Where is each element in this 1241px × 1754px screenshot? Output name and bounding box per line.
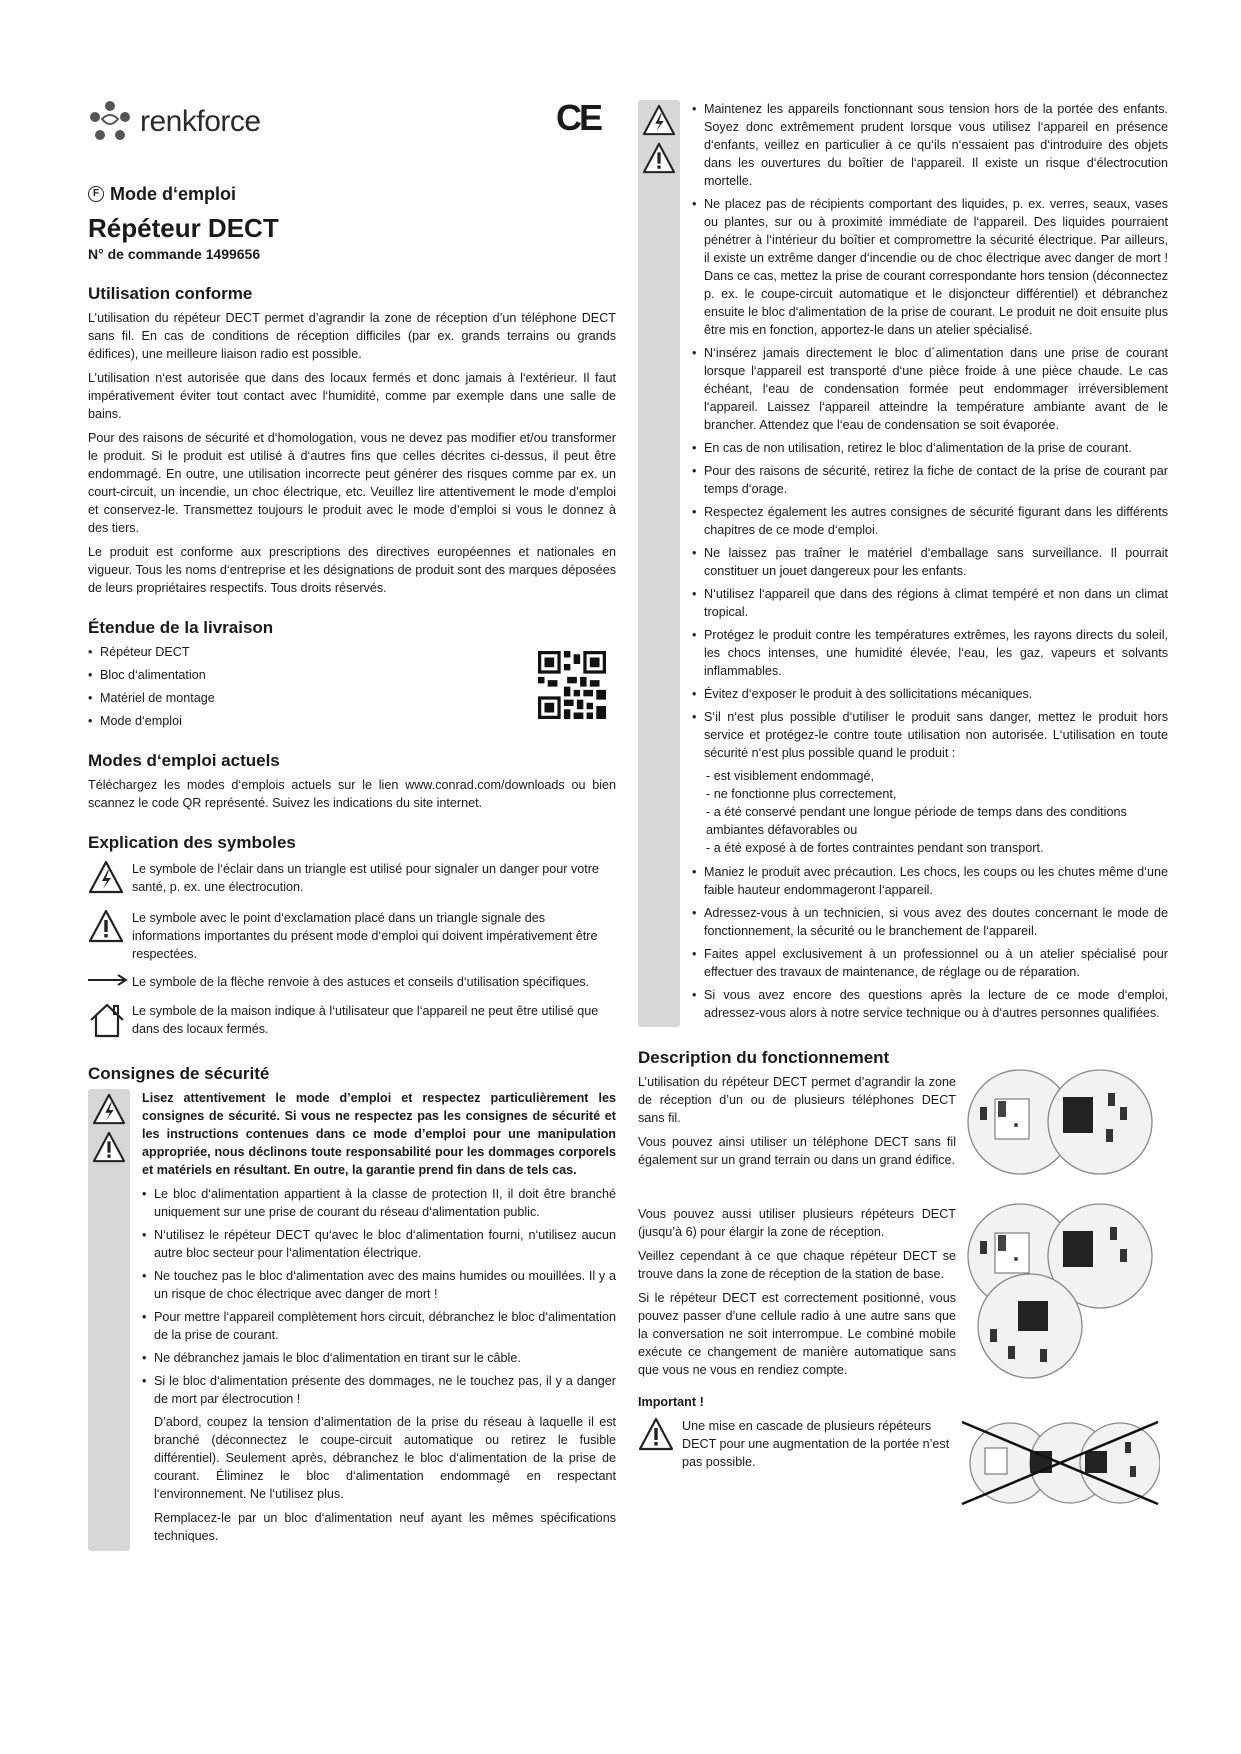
- symbol-row: [88, 973, 616, 992]
- list-item: • Ne touchez pas le bloc d‘alimentation avec des mains humides ou mouillées. Il y a un risque de choc électrique avec danger de mort !: [142, 1267, 616, 1303]
- safety-list-right: [692, 100, 1168, 762]
- description-paragraph: L’utilisation du répéteur DECT permet d’agrandir la zone de réception d’un ou de plusieurs téléphones DECT sans fil.: [638, 1075, 956, 1125]
- qr-code-icon[interactable]: [538, 651, 606, 719]
- safety-continuation: Remplacez-le par un bloc d‘alimentation neuf ayant les mêmes spécifications techniques.: [154, 1511, 616, 1543]
- right-column: [638, 100, 1168, 1481]
- usage-paragraph: Pour des raisons de sécurité et d‘homologation, vous ne devez pas modifier et/ou transformer le produit. Si le produit est utilisé à d‘autres fins que celles décrites ci-dessus, il peut être endommagé. En outre, une utilisation incorrecte peut générer des risques comme par ex. un court-circuit, un incendie, un choc électrique, etc. Veuillez lire attentivement le mode d’emploi et conservez-le. Transmettez toujours le produit avec le mode d’emploi si vous le donnez à des tiers.: [88, 431, 616, 535]
- list-item: • Évitez d‘exposer le produit à des sollicitations mécaniques.: [692, 685, 1168, 703]
- condition-item: - est visiblement endommagé,: [706, 769, 874, 783]
- condition-item: - a été exposé à de fortes contraintes pendant son transport.: [706, 841, 1044, 855]
- important-label: Important !: [638, 1395, 704, 1409]
- safety-intro: Lisez attentivement le mode d’emploi et respectez particulièrement les consignes de sécurité. Si vous ne respectez pas les consignes de sécurité et les instructions contenues dans ce mode d’emploi pour une manipulation appropriée, nous déclinons toute responsabilité pour les dommages corporels et matériels en résultant. En outre, la garantie prend fin dans de tels cas.: [142, 1091, 616, 1177]
- ce-mark: CE: [556, 97, 601, 138]
- symbol-text: Le symbole de la maison indique à l‘utilisateur que l‘appareil ne peut être utilisé que dans des locaux fermés.: [132, 1004, 599, 1036]
- manuals-text: Téléchargez les modes d‘emplois actuels sur le lien www.conrad.com/downloads ou bien scannez le code QR représenté. Suivez les indications du site internet.: [88, 778, 616, 810]
- list-item: • N‘insérez jamais directement le bloc d´alimentation dans une prise de courant lorsque l‘appareil est transporté d‘une pièce froide à une pièce chaude. Le cas échéant, l‘eau de condensation formée peut endommager irréversiblement l‘appareil. Laissez l‘appareil atteindre la température ambiante avant de le brancher. Attendez que l‘eau de condensation se soit évaporée.: [692, 344, 1168, 434]
- list-item: • N‘utilisez l‘appareil que dans des régions à climat tempéré et non dans un climat tropical.: [692, 585, 1168, 621]
- damage-conditions: [706, 767, 1168, 857]
- page-title: Répéteur DECT: [88, 213, 279, 243]
- symbol-text: Le symbole de l‘éclair dans un triangle est utilisé pour signaler un danger pour votre santé, p. ex. une électrocution.: [132, 862, 599, 894]
- single-repeater-diagram: [960, 1067, 1160, 1177]
- list-item: • Le bloc d‘alimentation appartient à la classe de protection II, il doit être branché uniquement sur une prise de courant du réseau d‘alimentation public.: [142, 1185, 616, 1221]
- list-item: • Matériel de montage: [88, 689, 616, 707]
- safety-continuation: D’abord, coupez la tension d’alimentation de la prise du réseau à laquelle il est branché (déconnectez le coupe-circuit automatique ou retirez le fusible différentiel). Seulement après, débranchez le bloc d‘alimentation de la prise de courant. Éliminez le bloc d‘alimentation endommagé en respectant l‘environnement. Ne l‘utilisez plus.: [154, 1415, 616, 1501]
- list-item: • S‘il n‘est plus possible d‘utiliser le produit sans danger, mettez le produit hors service et protégez-le contre toute utilisation non autorisée. L‘utilisation en toute sécurité n‘est plus possible quand le produit :: [692, 708, 1168, 762]
- description-text: [638, 1073, 956, 1471]
- list-item: • Ne laissez pas traîner le matériel d‘emballage sans surveillance. Il pourrait constituer un jouet dangereux pour les enfants.: [692, 544, 1168, 580]
- manuals-heading: Modes d‘emploi actuels: [88, 751, 280, 770]
- symbol-row: [88, 1002, 616, 1043]
- list-item: • Ne débranchez jamais le bloc d‘alimentation en tirant sur le câble.: [142, 1349, 616, 1367]
- left-column: [88, 95, 616, 1551]
- usage-paragraph: L’utilisation n‘est autorisée que dans des locaux fermés et donc jamais à l‘extérieur. Il faut impérativement éviter tout contact avec l‘humidité, comme par exemple dans une salle de bains.: [88, 371, 616, 421]
- safety-block-left: [88, 1089, 616, 1551]
- lightning-warning-icon: [642, 104, 676, 136]
- arrow-right-icon: [88, 973, 128, 987]
- description-paragraph: Si le répéteur DECT est correctement positionné, vous pouvez passer d’une cellule radio à une autre sans que la conversation ne soit interrompue. Le combiné mobile exécute ce changement de manière automatique sans que vous ne vous en rendiez compte.: [638, 1291, 956, 1377]
- exclamation-warning-icon: [88, 909, 124, 943]
- brand-logo: [88, 95, 616, 149]
- list-item: • Si vous avez encore des questions après la lecture de ce mode d‘emploi, adressez-vous alors à notre service technique ou à d‘autres personnes qualifiées.: [692, 986, 1168, 1022]
- symbol-row: [88, 909, 616, 963]
- usage-paragraph: L’utilisation du répéteur DECT permet d’agrandir la zone de réception d’un téléphone DECT sans fil. En cas de conditions de réception difficiles (par ex. grands terrains ou grands édifices), une meilleure liaison radio est possible.: [88, 311, 616, 361]
- description-paragraph: Vous pouvez aussi utiliser plusieurs répéteurs DECT (jusqu’à 6) pour élargir la zone de réception.: [638, 1207, 956, 1239]
- renkforce-logo-icon: [88, 99, 132, 145]
- mode-line: [88, 185, 616, 203]
- description-section: [638, 1073, 1168, 1471]
- symbols-heading: Explication des symboles: [88, 833, 296, 852]
- list-item: • Mode d‘emploi: [88, 712, 616, 730]
- list-item: • Ne placez pas de récipients comportant des liquides, p. ex. verres, seaux, vases ou plantes, sur ou à proximité immédiate de l‘appareil. Des liquides pourraient pénétrer à l‘intérieur du boîtier et compromettre la sécurité électrique. Par ailleurs, il existe un extrême danger d‘incendie ou de choc électrique avec danger de mort ! Dans ce cas, mettez la prise de courant correspondante hors tension (déconnectez p. ex. le coupe-circuit automatique et le disjoncteur différentiel) et débranchez ensuite le bloc d‘alimentation de la prise de courant. Le produit ne doit ensuite plus être mis en fonction, apportez-le dans un atelier spécialisé.: [692, 195, 1168, 339]
- important-note: [638, 1417, 956, 1471]
- symbol-text: Le symbole avec le point d‘exclamation placé dans un triangle signale des informations importantes du présent mode d‘emploi qui doivent impérativement être respectées.: [132, 911, 598, 961]
- safety-content: [130, 1089, 616, 1551]
- list-item: • Protégez le produit contre les températures extrêmes, les rayons directs du soleil, les chocs intenses, une humidité élevée, l‘eau, les gaz, vapeurs et solvants inflammables.: [692, 626, 1168, 680]
- exclamation-warning-icon: [92, 1131, 126, 1163]
- exclamation-warning-icon: [638, 1417, 674, 1451]
- usage-paragraph: Le produit est conforme aux prescriptions des directives européennes et nationales en vigueur. Tous les noms d‘entreprise et les désignations de produit sont des marques déposées de leurs propriétaires respectifs. Tous droits réservés.: [88, 545, 616, 595]
- cascade-not-possible-diagram: [960, 1418, 1160, 1508]
- list-item: • Faites appel exclusivement à un professionnel ou à un atelier spécialisé pour effectuer des travaux de maintenance, de réglage ou de réparation.: [692, 945, 1168, 981]
- list-item: • Répéteur DECT: [88, 643, 616, 661]
- safety-heading: Consignes de sécurité: [88, 1064, 270, 1083]
- order-number: N° de commande 1499656: [88, 246, 261, 262]
- lightning-warning-icon: [92, 1093, 126, 1125]
- mode-label: Mode d‘emploi: [110, 184, 236, 204]
- list-item: • Pour mettre l‘appareil complètement hors circuit, débranchez le bloc d‘alimentation de la prise de courant.: [142, 1308, 616, 1344]
- description-heading: Description du fonctionnement: [638, 1048, 890, 1067]
- list-item: • Bloc d‘alimentation: [88, 666, 616, 684]
- brand-name: renkforce: [140, 105, 261, 138]
- list-item: • Si le bloc d‘alimentation présente des dommages, ne le touchez pas, il y a danger de mort par électrocution !: [142, 1372, 616, 1408]
- list-item: • En cas de non utilisation, retirez le bloc d‘alimentation de la prise de courant.: [692, 439, 1168, 457]
- condition-item: - a été conservé pendant une longue période de temps dans des conditions ambiantes défavorables ou: [706, 805, 1127, 837]
- symbol-row: [88, 860, 616, 899]
- warning-sidebar: [638, 100, 680, 1027]
- list-item: • N‘utilisez le répéteur DECT qu‘avec le bloc d‘alimentation fourni, n‘utilisez aucun autre bloc secteur pour l‘alimentation électrique.: [142, 1226, 616, 1262]
- safety-list-left: [142, 1185, 616, 1408]
- delivery-list: [88, 643, 616, 730]
- delivery-heading: Étendue de la livraison: [88, 618, 274, 637]
- description-paragraph: Veillez cependant à ce que chaque répéteur DECT se trouve dans la zone de réception de la station de base.: [638, 1249, 956, 1281]
- safety-list-right-b: [692, 863, 1168, 1022]
- safety-block-right: [638, 100, 1168, 1027]
- usage-heading: Utilisation conforme: [88, 284, 253, 303]
- list-item: • Maniez le produit avec précaution. Les chocs, les coups ou les chutes même d‘une faible hauteur endommageront l‘appareil.: [692, 863, 1168, 899]
- lightning-warning-icon: [88, 860, 124, 894]
- exclamation-warning-icon: [642, 142, 676, 174]
- list-item: • Pour des raisons de sécurité, retirez la fiche de contact de la prise de courant par temps d‘orage.: [692, 462, 1168, 498]
- list-item: • Respectez également les autres consignes de sécurité figurant dans les différents chapitres de ce mode d‘emploi.: [692, 503, 1168, 539]
- warning-sidebar: [88, 1089, 130, 1551]
- important-text: Une mise en cascade de plusieurs répéteurs DECT pour une augmentation de la portée n’est pas possible.: [682, 1419, 950, 1469]
- condition-item: - ne fonctionne plus correctement,: [706, 787, 897, 801]
- description-paragraph: Vous pouvez ainsi utiliser un téléphone DECT sans fil également sur un grand terrain ou dans un grand édifice.: [638, 1135, 956, 1167]
- symbol-text: Le symbole de la flèche renvoie à des astuces et conseils d‘utilisation spécifiques.: [132, 975, 590, 989]
- safety-content: [680, 100, 1168, 1027]
- multi-repeater-diagram: [960, 1201, 1160, 1381]
- house-icon: [88, 1002, 126, 1038]
- list-item: • Maintenez les appareils fonctionnant sous tension hors de la portée des enfants. Soyez donc extrêmement prudent lorsque vous utilisez l‘appareil en présence d‘enfants, veillez en particulier à ce qu‘ils n‘essaient pas d‘introduire des objets dans les ouvertures du boîtier de l‘appareil. Il existe un risque d‘électrocution mortelle.: [692, 100, 1168, 190]
- language-badge: F: [88, 186, 104, 202]
- delivery-section: [88, 643, 616, 730]
- list-item: • Adressez-vous à un technicien, si vous avez des doutes concernant le mode de fonctionnement, la sécurité ou le branchement de l‘appareil.: [692, 904, 1168, 940]
